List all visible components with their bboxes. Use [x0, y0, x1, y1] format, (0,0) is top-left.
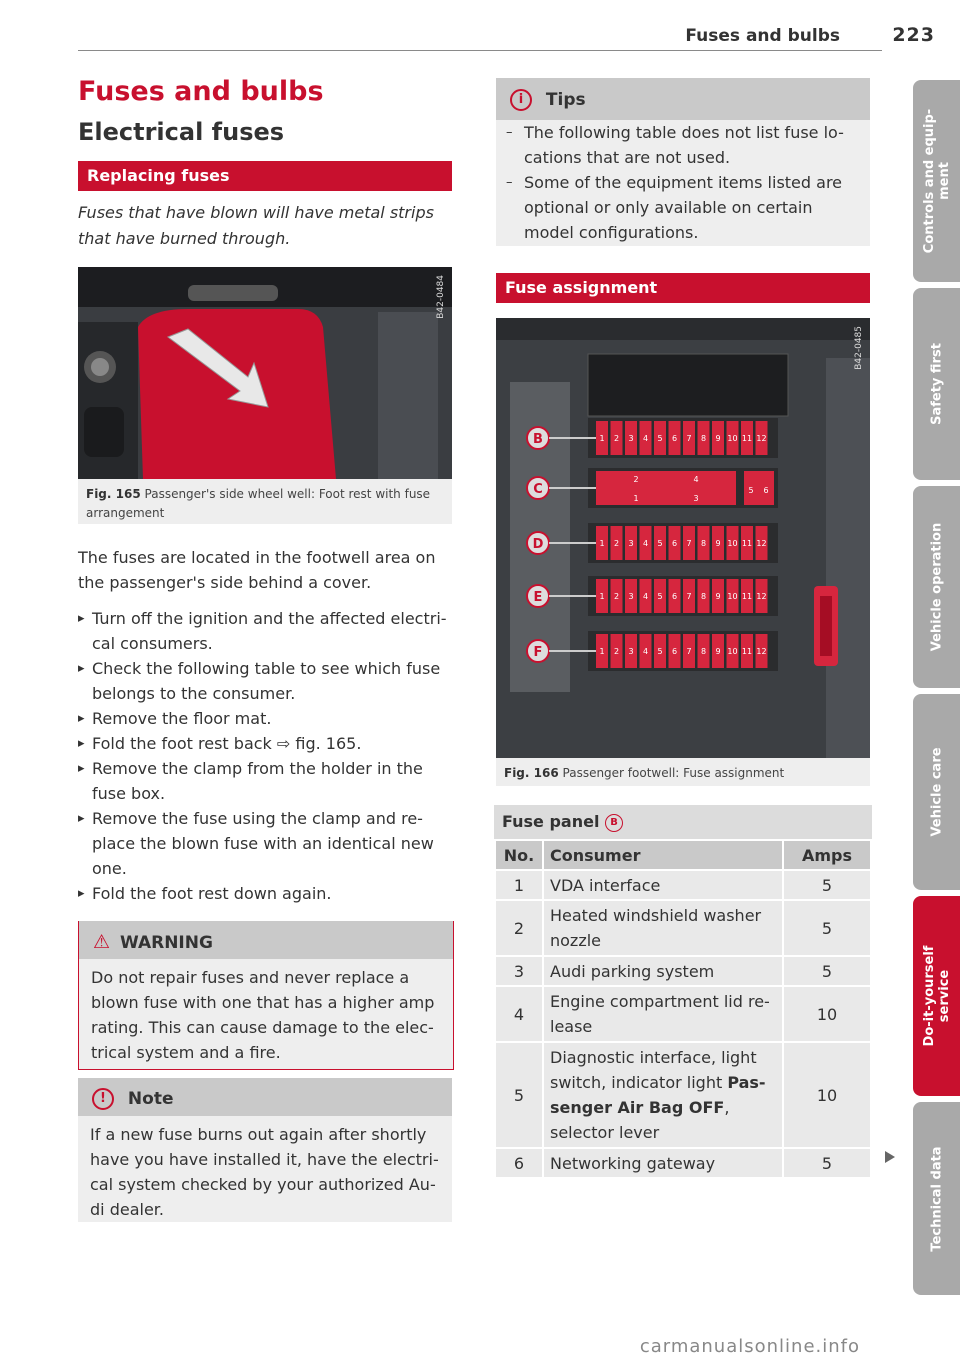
fuse-number: 12 [756, 592, 767, 601]
fuse-number: 1 [599, 592, 605, 601]
fuse-number: 8 [700, 647, 707, 656]
table-row [496, 1043, 870, 1147]
fuse-number: 11 [741, 539, 753, 548]
page-number: 223 [892, 24, 935, 46]
cell-amps: 5 [784, 1149, 870, 1177]
note-title: Note [127, 1089, 174, 1109]
fuse-number: 12 [756, 647, 767, 656]
figure-caption-text: Passenger footwell: Fuse assignment [562, 766, 785, 780]
cell-no: 2 [496, 901, 542, 955]
tab-vehicle-operation[interactable] [913, 486, 960, 688]
fuse-number: 9 [715, 434, 721, 443]
fuse-number: 2 [613, 434, 620, 443]
running-title: Fuses and bulbs [685, 26, 840, 46]
header-rule [78, 50, 882, 51]
subsection-bar: Replacing fuses [78, 161, 452, 191]
fuse-number: 8 [700, 539, 707, 548]
panel-letter: D [532, 537, 544, 552]
tips-box [496, 78, 870, 246]
side-panel [826, 358, 870, 758]
tab-do-it-yourself[interactable] [913, 896, 960, 1096]
warning-title: WARNING [119, 933, 213, 953]
chapter-title: Fuses and bulbs [78, 76, 324, 107]
figure-caption-text: Passenger's side wheel well: Foot rest with fuse arrangement [86, 487, 431, 520]
fuse-number: 2 [633, 475, 639, 484]
instruction-step: ▸ Remove the floor mat. [78, 706, 456, 731]
figure-code: B42-0484 [436, 275, 446, 319]
table-row [496, 871, 870, 899]
tip-item: – Some of the equipment items listed are optional or only available on certain model configurations. [506, 170, 860, 245]
table-row [496, 901, 870, 955]
tip-item: – The following table does not list fuse lo-cations that are not used. [506, 120, 860, 170]
top-trim [496, 318, 870, 340]
cell-amps: 10 [784, 1043, 870, 1147]
fuse-number: 1 [599, 647, 605, 656]
fuse-number: 3 [628, 592, 634, 601]
fuse-table [494, 839, 872, 1179]
fuse-number: 1 [633, 494, 639, 503]
fuse-number: 10 [727, 592, 738, 601]
fuse-number: 4 [693, 475, 699, 484]
tab-label: Safety first [929, 343, 944, 425]
continue-arrow-icon [885, 1151, 895, 1163]
figure-label: Fig. 166 [504, 766, 559, 780]
cell-no: 1 [496, 871, 542, 899]
note-text: If a new fuse burns out again after shortly have you have installed it, have the electri-cal system checked by your authorized Au-di dealer. [90, 1125, 439, 1219]
tips-list [496, 120, 870, 245]
cell-amps: 5 [784, 901, 870, 955]
instruction-step: ▸ Remove the clamp from the holder in the fuse box. [78, 756, 456, 806]
consumer-text: Diagnostic interface, light switch, indicator light [550, 1048, 757, 1092]
note-icon: ! [92, 1088, 114, 1110]
footrest-illustration [78, 267, 452, 479]
fuse-number: 12 [756, 539, 767, 548]
figure-165-caption [78, 479, 452, 524]
fuse-number: 9 [715, 592, 721, 601]
fuse-assignment-bar: Fuse assignment [496, 273, 870, 303]
fuse-number: 2 [613, 539, 620, 548]
fuse-panel-title: Fuse panel [502, 812, 600, 831]
cell-consumer: Networking gateway [544, 1149, 782, 1177]
tab-label: Controls and equip-ment [921, 108, 952, 254]
cell-consumer: Heated windshield washer nozzle [544, 901, 782, 955]
fuse-number: 1 [599, 434, 605, 443]
fuse-number: 7 [686, 539, 692, 548]
col-consumer: Consumer [544, 841, 782, 869]
warning-box [78, 921, 454, 1070]
fuse-number: 11 [741, 592, 753, 601]
cell-no: 5 [496, 1043, 542, 1147]
consumer-bold-text: Pas-senger Air Bag OFF [550, 1073, 766, 1117]
fuse-table-title [494, 805, 872, 839]
fuse-number: 8 [700, 434, 707, 443]
fuse-number: 3 [628, 539, 634, 548]
relay-slot [588, 354, 788, 416]
fuse-number: 4 [642, 539, 649, 548]
instruction-step: ▸ Fold the foot rest down again. [78, 881, 456, 906]
fuse-number: 5 [657, 539, 663, 548]
fuse-number: 7 [686, 434, 692, 443]
warning-header [79, 921, 453, 959]
fuse-number: 7 [686, 592, 692, 601]
fuse-number: 11 [741, 434, 753, 443]
fuse-number: 3 [628, 647, 634, 656]
lead-text: Fuses that have blown will have metal strips that have burned through. [78, 203, 434, 248]
table-row [496, 987, 870, 1041]
fuse-number: 10 [727, 539, 738, 548]
cell-consumer [544, 1043, 782, 1147]
tab-technical-data[interactable] [913, 1102, 960, 1295]
sidebar-tabs [913, 80, 960, 1295]
fuse-number: 6 [671, 647, 678, 656]
panel-letter: B [533, 432, 543, 447]
fuse-number: 2 [613, 647, 620, 656]
fuse-number: 11 [741, 647, 753, 656]
fuse-number: 5 [748, 486, 754, 495]
fuse-number: 7 [686, 647, 692, 656]
tips-title: Tips [545, 90, 586, 110]
tab-label: Vehicle operation [929, 522, 944, 652]
note-box [78, 1078, 452, 1222]
step-text: Fold the foot rest back ⇨ fig. 165. [92, 734, 362, 753]
warning-icon: ⚠ [93, 931, 111, 953]
fuse-number: 4 [642, 592, 649, 601]
fuse-number: 3 [693, 494, 699, 503]
panel-letter: C [533, 482, 543, 497]
intro-paragraph: The fuses are located in the footwell area on the passenger's side behind a cover. [78, 548, 436, 592]
table-row [496, 1149, 870, 1177]
tab-label: Do-it-yourself service [921, 945, 952, 1047]
fuse-number: 12 [756, 434, 767, 443]
figure-165-image [78, 267, 452, 479]
fuse-number: 5 [657, 434, 663, 443]
panel-letter: F [533, 645, 543, 660]
table-row [496, 957, 870, 985]
fuse-block [596, 471, 736, 505]
col-no: No. [496, 841, 542, 869]
fuse-number: 9 [715, 539, 721, 548]
fuse-puller-inner [820, 596, 832, 656]
fuse-number: 10 [727, 647, 738, 656]
fuse-number: 5 [657, 647, 663, 656]
cell-no: 6 [496, 1149, 542, 1177]
tab-label: Technical data [929, 1145, 944, 1252]
fuse-number: 9 [715, 647, 721, 656]
tab-label: Vehicle care [929, 747, 944, 837]
fuse-box-diagram [496, 318, 870, 758]
warning-text: Do not repair fuses and never replace a blown fuse with one that has a higher amp rating. This can cause damage to the elec-trical system and a fire. [91, 968, 435, 1062]
fuse-number: 6 [671, 539, 678, 548]
instruction-step: ▸ Turn off the ignition and the affected electri-cal consumers. [78, 606, 456, 656]
figure-code: B42-0485 [854, 326, 864, 370]
figure-166-image [496, 318, 870, 758]
tab-controls[interactable] [913, 80, 960, 282]
instruction-step [78, 731, 456, 756]
fuse-number: 6 [763, 486, 769, 495]
cell-no: 4 [496, 987, 542, 1041]
col-amps: Amps [784, 841, 870, 869]
fuse-number: 6 [671, 434, 678, 443]
instruction-step: ▸ Remove the fuse using the clamp and re-place the blown fuse with an identical new one. [78, 806, 456, 881]
tab-vehicle-care[interactable] [913, 694, 960, 890]
fuse-number: 2 [613, 592, 620, 601]
fuse-number: 4 [642, 647, 649, 656]
instruction-list [78, 606, 456, 906]
cell-consumer: VDA interface [544, 871, 782, 899]
fuse-number: 5 [657, 592, 663, 601]
cell-amps: 5 [784, 957, 870, 985]
note-header [78, 1078, 452, 1116]
panel-marker: B [605, 814, 623, 832]
cell-amps: 10 [784, 987, 870, 1041]
fuse-number: 8 [700, 592, 707, 601]
instruction-step: ▸ Check the following table to see which fuse belongs to the consumer. [78, 656, 456, 706]
section-title: Electrical fuses [78, 118, 285, 146]
panel-letter: E [533, 590, 543, 605]
figure-label: Fig. 165 [86, 487, 141, 501]
fuse-number: 4 [642, 434, 649, 443]
fuse-number: 10 [727, 434, 738, 443]
cell-amps: 5 [784, 871, 870, 899]
cell-no: 3 [496, 957, 542, 985]
fuse-number: 3 [628, 434, 634, 443]
fuse-number: 6 [671, 592, 678, 601]
cell-consumer: Engine compartment lid re-lease [544, 987, 782, 1041]
consumer-text: , selector lever [550, 1098, 730, 1142]
cell-consumer: Audi parking system [544, 957, 782, 985]
tips-header [496, 78, 870, 120]
watermark: carmanualsonline.info [639, 1336, 860, 1357]
tab-safety[interactable] [913, 288, 960, 480]
fuse-number: 1 [599, 539, 605, 548]
info-icon: i [510, 89, 532, 111]
fuse-table-wrapper [494, 805, 872, 1179]
figure-166-caption [496, 758, 870, 786]
